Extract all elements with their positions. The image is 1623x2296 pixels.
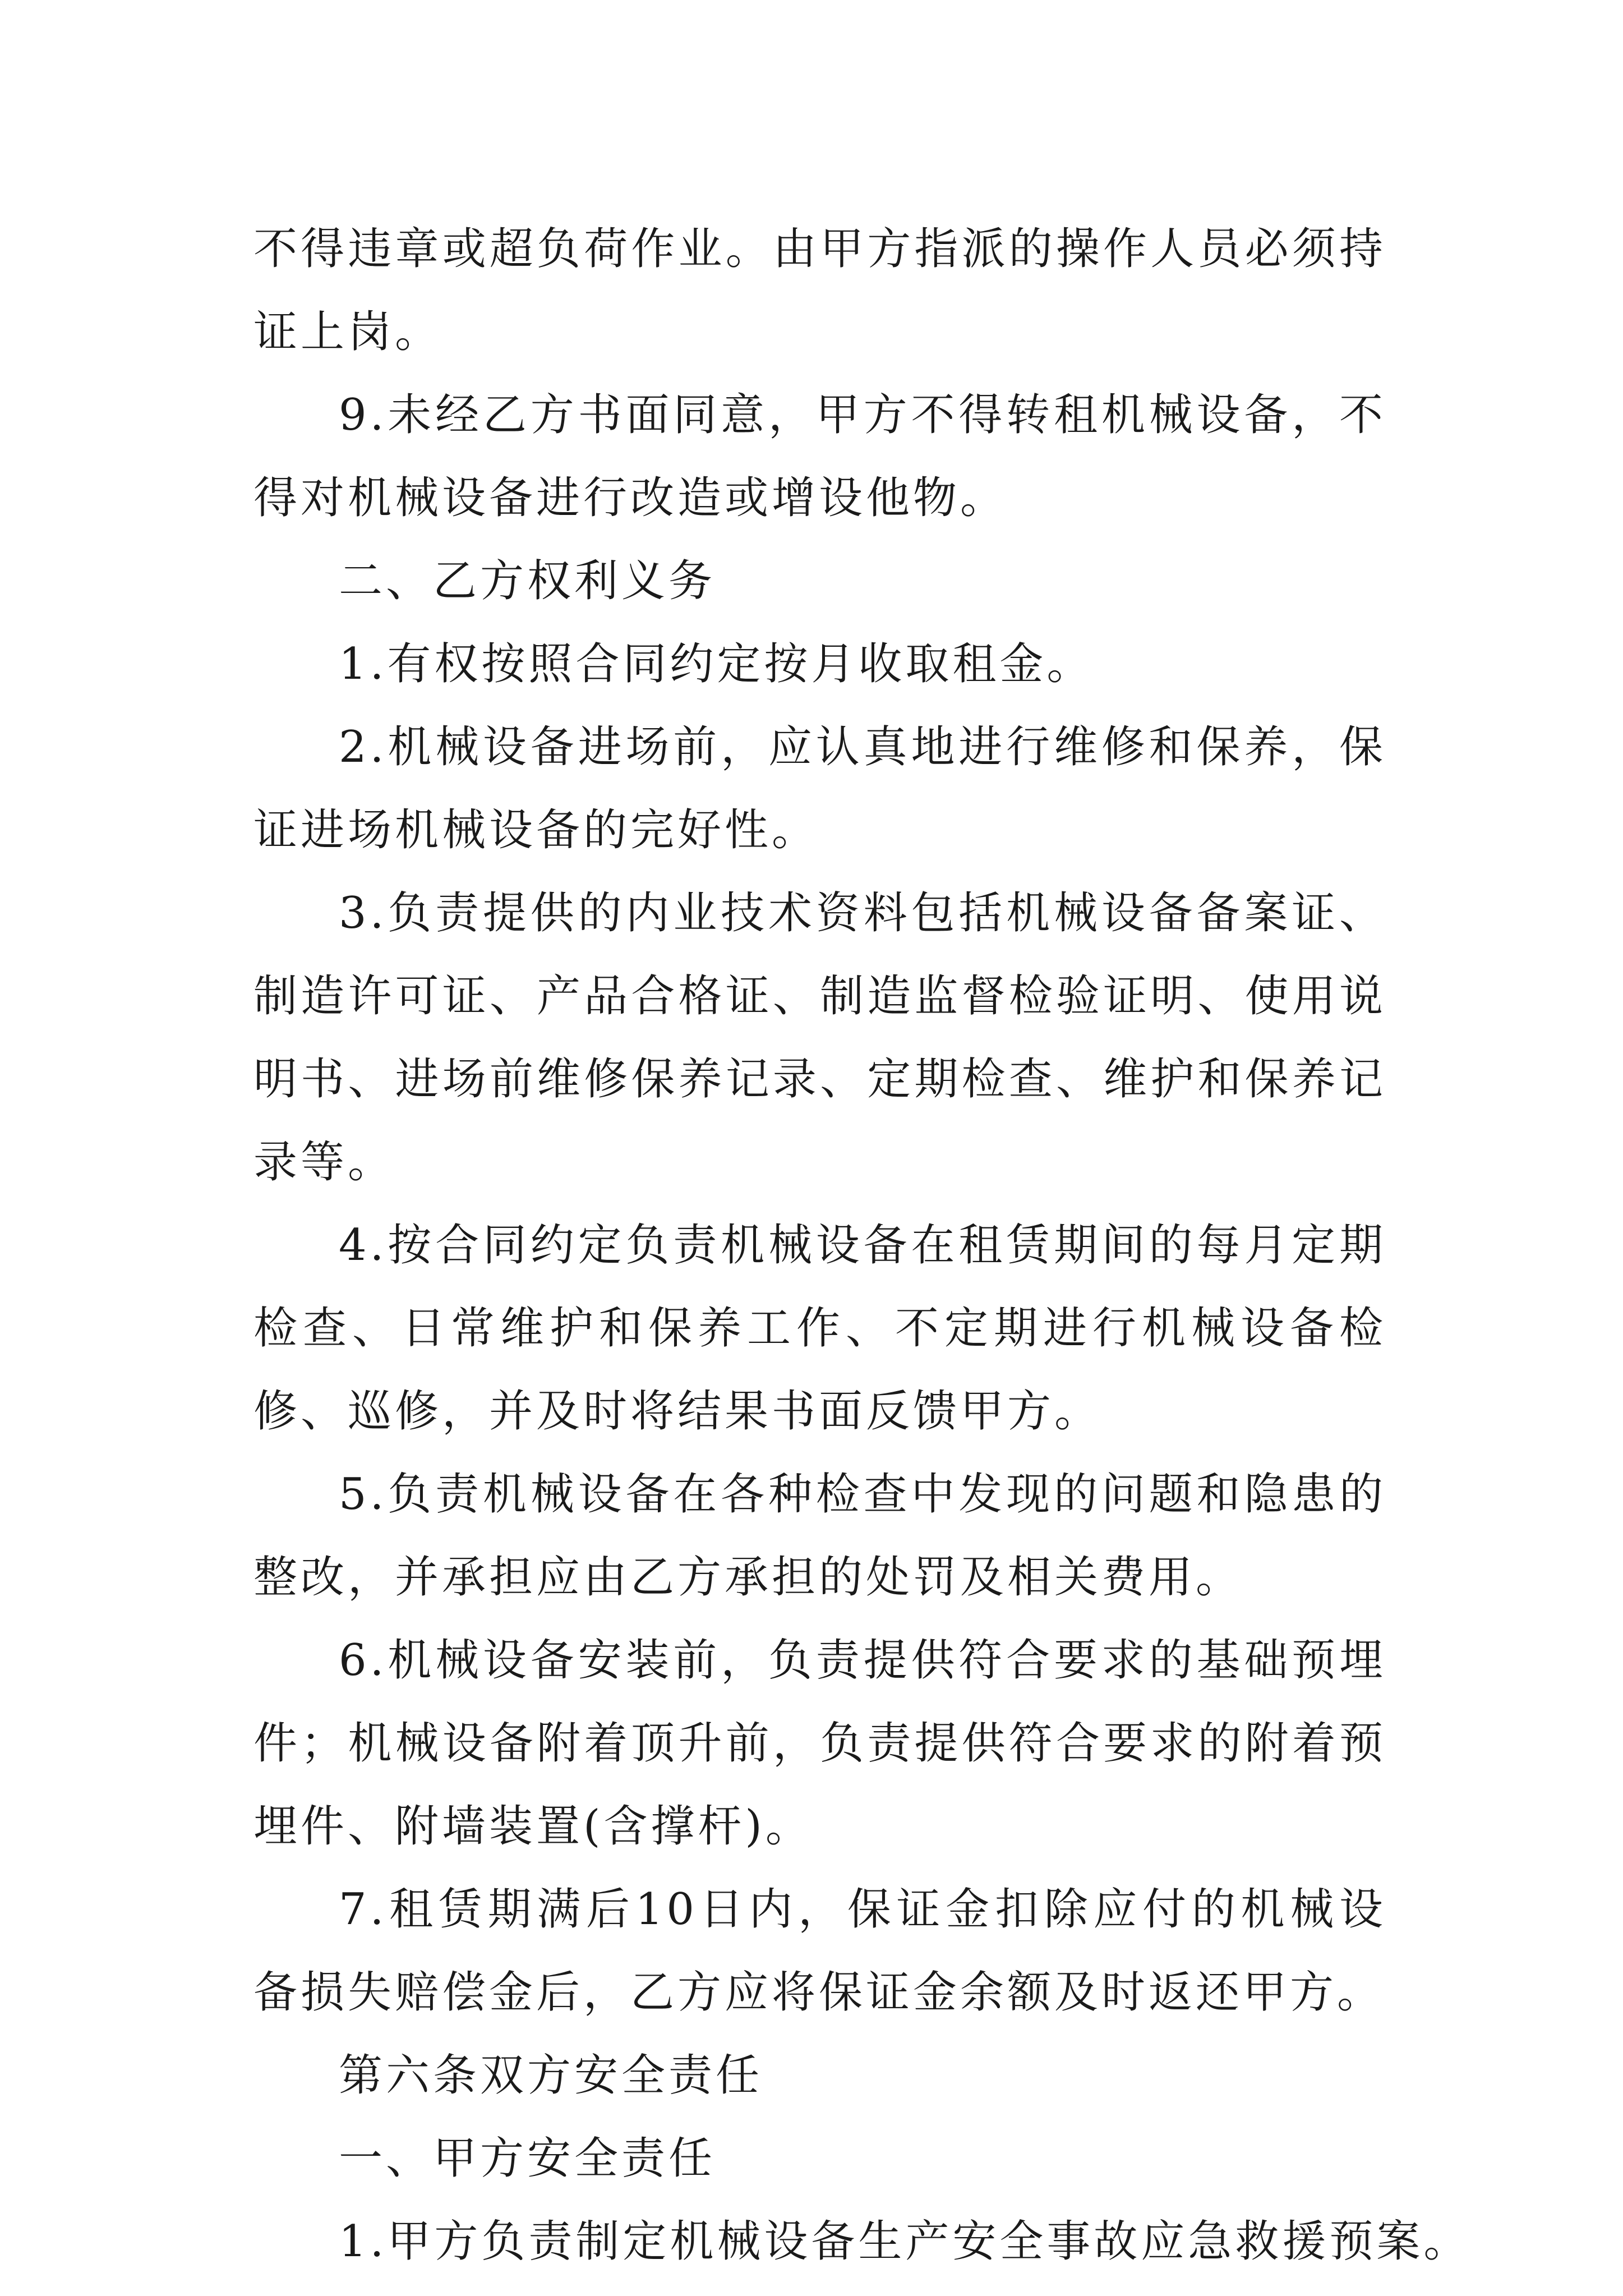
paragraph-item-3: 3.负责提供的内业技术资料包括机械设备备案证、制造许可证、产品合格证、制造监督检验证明、使用说明书、进场前维修保养记录、定期检查、维护和保养记录等。 bbox=[253, 888, 1386, 1188]
paragraph-item-7: 7.租赁期满后10日内，保证金扣除应付的机械设备损失赔偿金后，乙方应将保证金余额及时返还甲方。 bbox=[253, 1884, 1386, 2018]
paragraph-item-2: 2.机械设备进场前，应认真地进行维修和保养，保证进场机械设备的完好性。 bbox=[253, 722, 1386, 855]
document-body bbox=[253, 208, 1471, 2283]
paragraph-item-1: 1.有权按照合同约定按月收取租金。 bbox=[339, 639, 1094, 689]
section-heading-party-b-rights: 二、乙方权利义务 bbox=[339, 556, 716, 606]
article-heading-six: 第六条双方安全责任 bbox=[339, 2050, 763, 2101]
paragraph-item-4: 4.按合同约定负责机械设备在租赁期间的每月定期检查、日常维护和保养工作、不定期进行机械设备检修、巡修，并及时将结果书面反馈甲方。 bbox=[253, 1220, 1386, 1437]
paragraph-continuation: 不得违章或超负荷作业。由甲方指派的操作人员必须持证上岗。 bbox=[253, 224, 1386, 357]
paragraph-item-9: 9.未经乙方书面同意，甲方不得转租机械设备，不得对机械设备进行改造或增设他物。 bbox=[253, 390, 1386, 523]
paragraph-item-5: 5.负责机械设备在各种检查中发现的问题和隐患的整改，并承担应由乙方承担的处罚及相关费用。 bbox=[253, 1469, 1386, 1603]
paragraph-item-6: 6.机械设备安装前，负责提供符合要求的基础预埋件；机械设备附着顶升前，负责提供符合要求的附着预埋件、附墙装置(含撑杆)。 bbox=[253, 1635, 1386, 1852]
section-heading-party-a-safety: 一、甲方安全责任 bbox=[339, 2133, 716, 2184]
paragraph-safety-item-1: 1.甲方负责制定机械设备生产安全事故应急救援预案。 bbox=[339, 2216, 1471, 2267]
